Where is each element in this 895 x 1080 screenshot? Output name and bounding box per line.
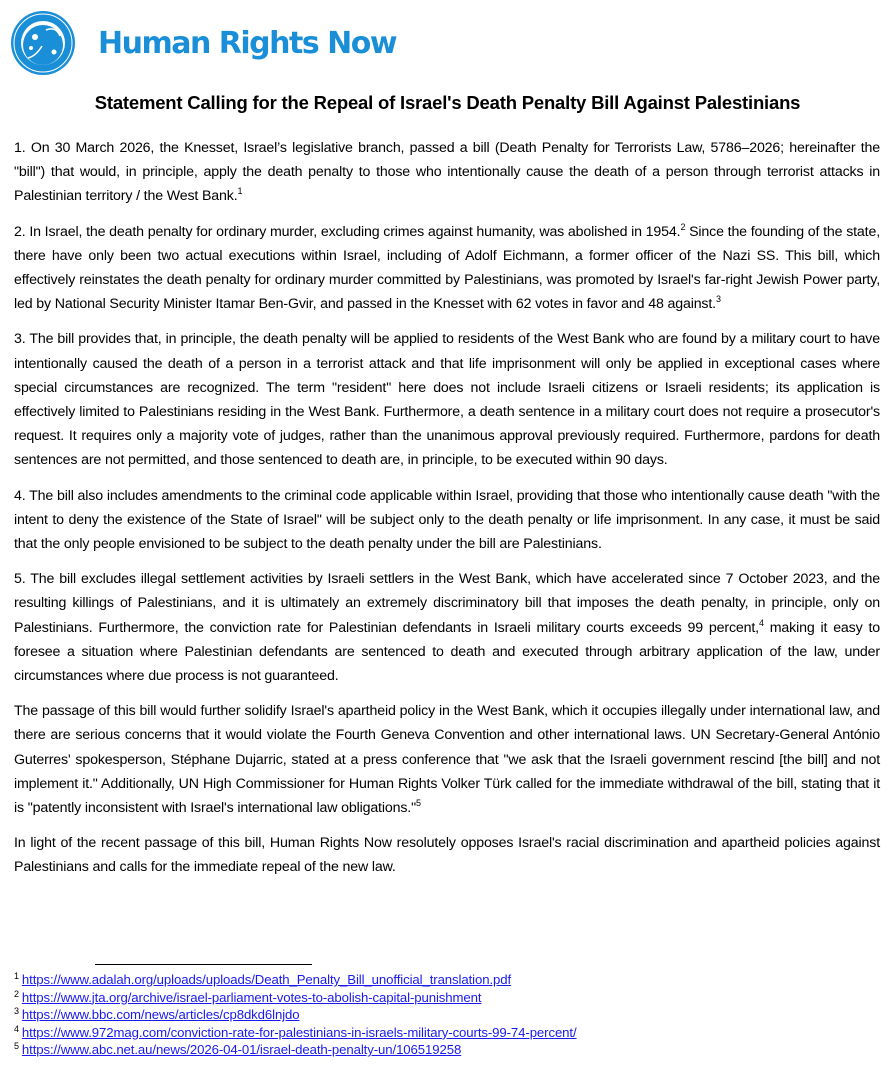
brand-name: Human Rights Now <box>98 25 397 61</box>
footnote <box>14 1041 577 1059</box>
paragraph-3: 3. The bill provides that, in principle, the death penalty will be applied to residents of the West Bank who are found by a military court to have intentionally caused the death of a person in a terrorist attack and that life imprisonment will only be applied in exceptional cases where special circumstances are recognized. The term "resident" here does not include Israeli citizens or Israeli residents; its application is effectively limited to Palestinians residing in the West Bank. Furthermore, a death sentence in a military court does not require a prosecutor's request. It requires only a majority vote of judges, rather than the unanimous approval previously required. Furthermore, pardons for death sentences are not permitted, and those sentenced to death are, in principle, to be executed within 90 days. <box>14 331 880 469</box>
footnote-number: 3 <box>14 1006 19 1017</box>
footnote-ref[interactable]: 2 <box>680 221 686 232</box>
footnote-number: 5 <box>14 1041 19 1052</box>
footnote-link[interactable]: https://www.bbc.com/news/articles/cp8dkd6lnjdo <box>21 1007 300 1023</box>
footnote-ref[interactable]: 4 <box>758 617 764 628</box>
footnote-separator <box>95 964 312 965</box>
paragraph-text: 5. The bill excludes illegal settlement activities by Israeli settlers in the West Bank, which have accelerated since 7 October 2023, and the resulting killings of Palestinians, and it is ultimately an extremely discriminatory bill that imposes the death penalty, in principle, only on Palestinians. Furthermore, the conviction rate for Palestinian defendants in Israeli military courts exceeds 99 percent, <box>14 571 880 636</box>
footnote-ref[interactable]: 5 <box>415 798 421 809</box>
footnote-number: 1 <box>14 971 19 981</box>
logo-seal-icon <box>10 10 76 76</box>
page-title: Statement Calling for the Repeal of Israel's Death Penalty Bill Against Palestinians <box>94 92 801 113</box>
paragraph-text: The passage of this bill would further solidify Israel's apartheid policy in the West Bank, which it occupies illegally under international law, and there are serious concerns that it would violate the Fourth Geneva Convention and other international laws. UN Secretary-General António Guterres' spokesperson, Stéphane Dujarric, stated at a press conference that "we ask that the Israeli government rescind [the bill] and not implement it." Additionally, UN High Commissioner for Human Rights Volker Türk called for the immediate withdrawal of the bill, stating that it is "patently inconsistent with Israel's international law obligations." <box>14 703 880 817</box>
paragraph-text: making it easy to foresee a situation where Palestinian defendants are sentenced to death and executed through arbitrary application of the law, under circumstances where due process is not guaranteed. <box>14 619 880 685</box>
paragraph-6 <box>14 699 880 820</box>
footnotes <box>14 971 577 1059</box>
paragraph-4: 4. The bill also includes amendments to the criminal code applicable within Israel, providing that those who intentionally cause death "with the intent to deny the existence of the State of Israel" will be subject only to the death penalty or life imprisonment. In any case, it must be said that the only people envisioned to be subject to the death penalty under the bill are Palestinians. <box>14 487 880 553</box>
footnote-ref[interactable]: 1 <box>237 186 243 197</box>
footnote-ref[interactable]: 3 <box>715 294 721 305</box>
footnote-number: 2 <box>14 988 19 999</box>
footnote <box>14 989 577 1007</box>
footnote-link[interactable]: https://www.adalah.org/uploads/uploads/Death_Penalty_Bill_unofficial_translation.pdf <box>21 972 512 987</box>
paragraph-text: 2. In Israel, the death penalty for ordinary murder, excluding crimes against humanity, was abolished in 1954. <box>14 223 681 240</box>
footnote-number: 4 <box>14 1023 19 1034</box>
footnote-link[interactable]: https://www.972mag.com/conviction-rate-for-palestinians-in-israels-military-courts-99-74-percent/ <box>21 1024 577 1040</box>
paragraph-7: In light of the recent passage of this bill, Human Rights Now resolutely opposes Israel's racial discrimination and apartheid policies against Palestinians and calls for the immediate repeal of the new law. <box>14 835 880 876</box>
paragraph-1 <box>14 136 880 209</box>
paragraph-5 <box>14 567 880 688</box>
statement-body <box>14 136 880 891</box>
header <box>10 8 396 78</box>
footnote-link[interactable]: https://www.jta.org/archive/israel-parliament-votes-to-abolish-capital-punishment <box>21 989 482 1005</box>
footnote-link[interactable]: https://www.abc.net.au/news/2026-04-01/israel-death-penalty-un/106519258 <box>21 1042 462 1058</box>
paragraph-text: Since the founding of the state, there have only been two actual executions within Israel, including of Adolf Eichmann, a former officer of the Nazi SS. This bill, which effectively reinstates the death penalty for ordinary murder committed by Palestinians, was promoted by Israel's far-right Jewish Power party, led by National Security Minister Itamar Ben-Gvir, and passed in the Knesset with 62 votes in favor and 48 against. <box>14 223 880 313</box>
paragraph-text: 1. On 30 March 2026, the Knesset, Israel’s legislative branch, passed a bill (Death Penalty for Terrorists Law, 5786–2026; hereinafter the "bill") that would, in principle, apply the death penalty to those who intentionally cause the death of a person through terrorist attacks in Palestinian territory / the West Bank. <box>14 140 880 205</box>
footnote <box>14 971 577 989</box>
footnote <box>14 1006 577 1024</box>
paragraph-2 <box>14 220 880 317</box>
footnote <box>14 1024 577 1042</box>
